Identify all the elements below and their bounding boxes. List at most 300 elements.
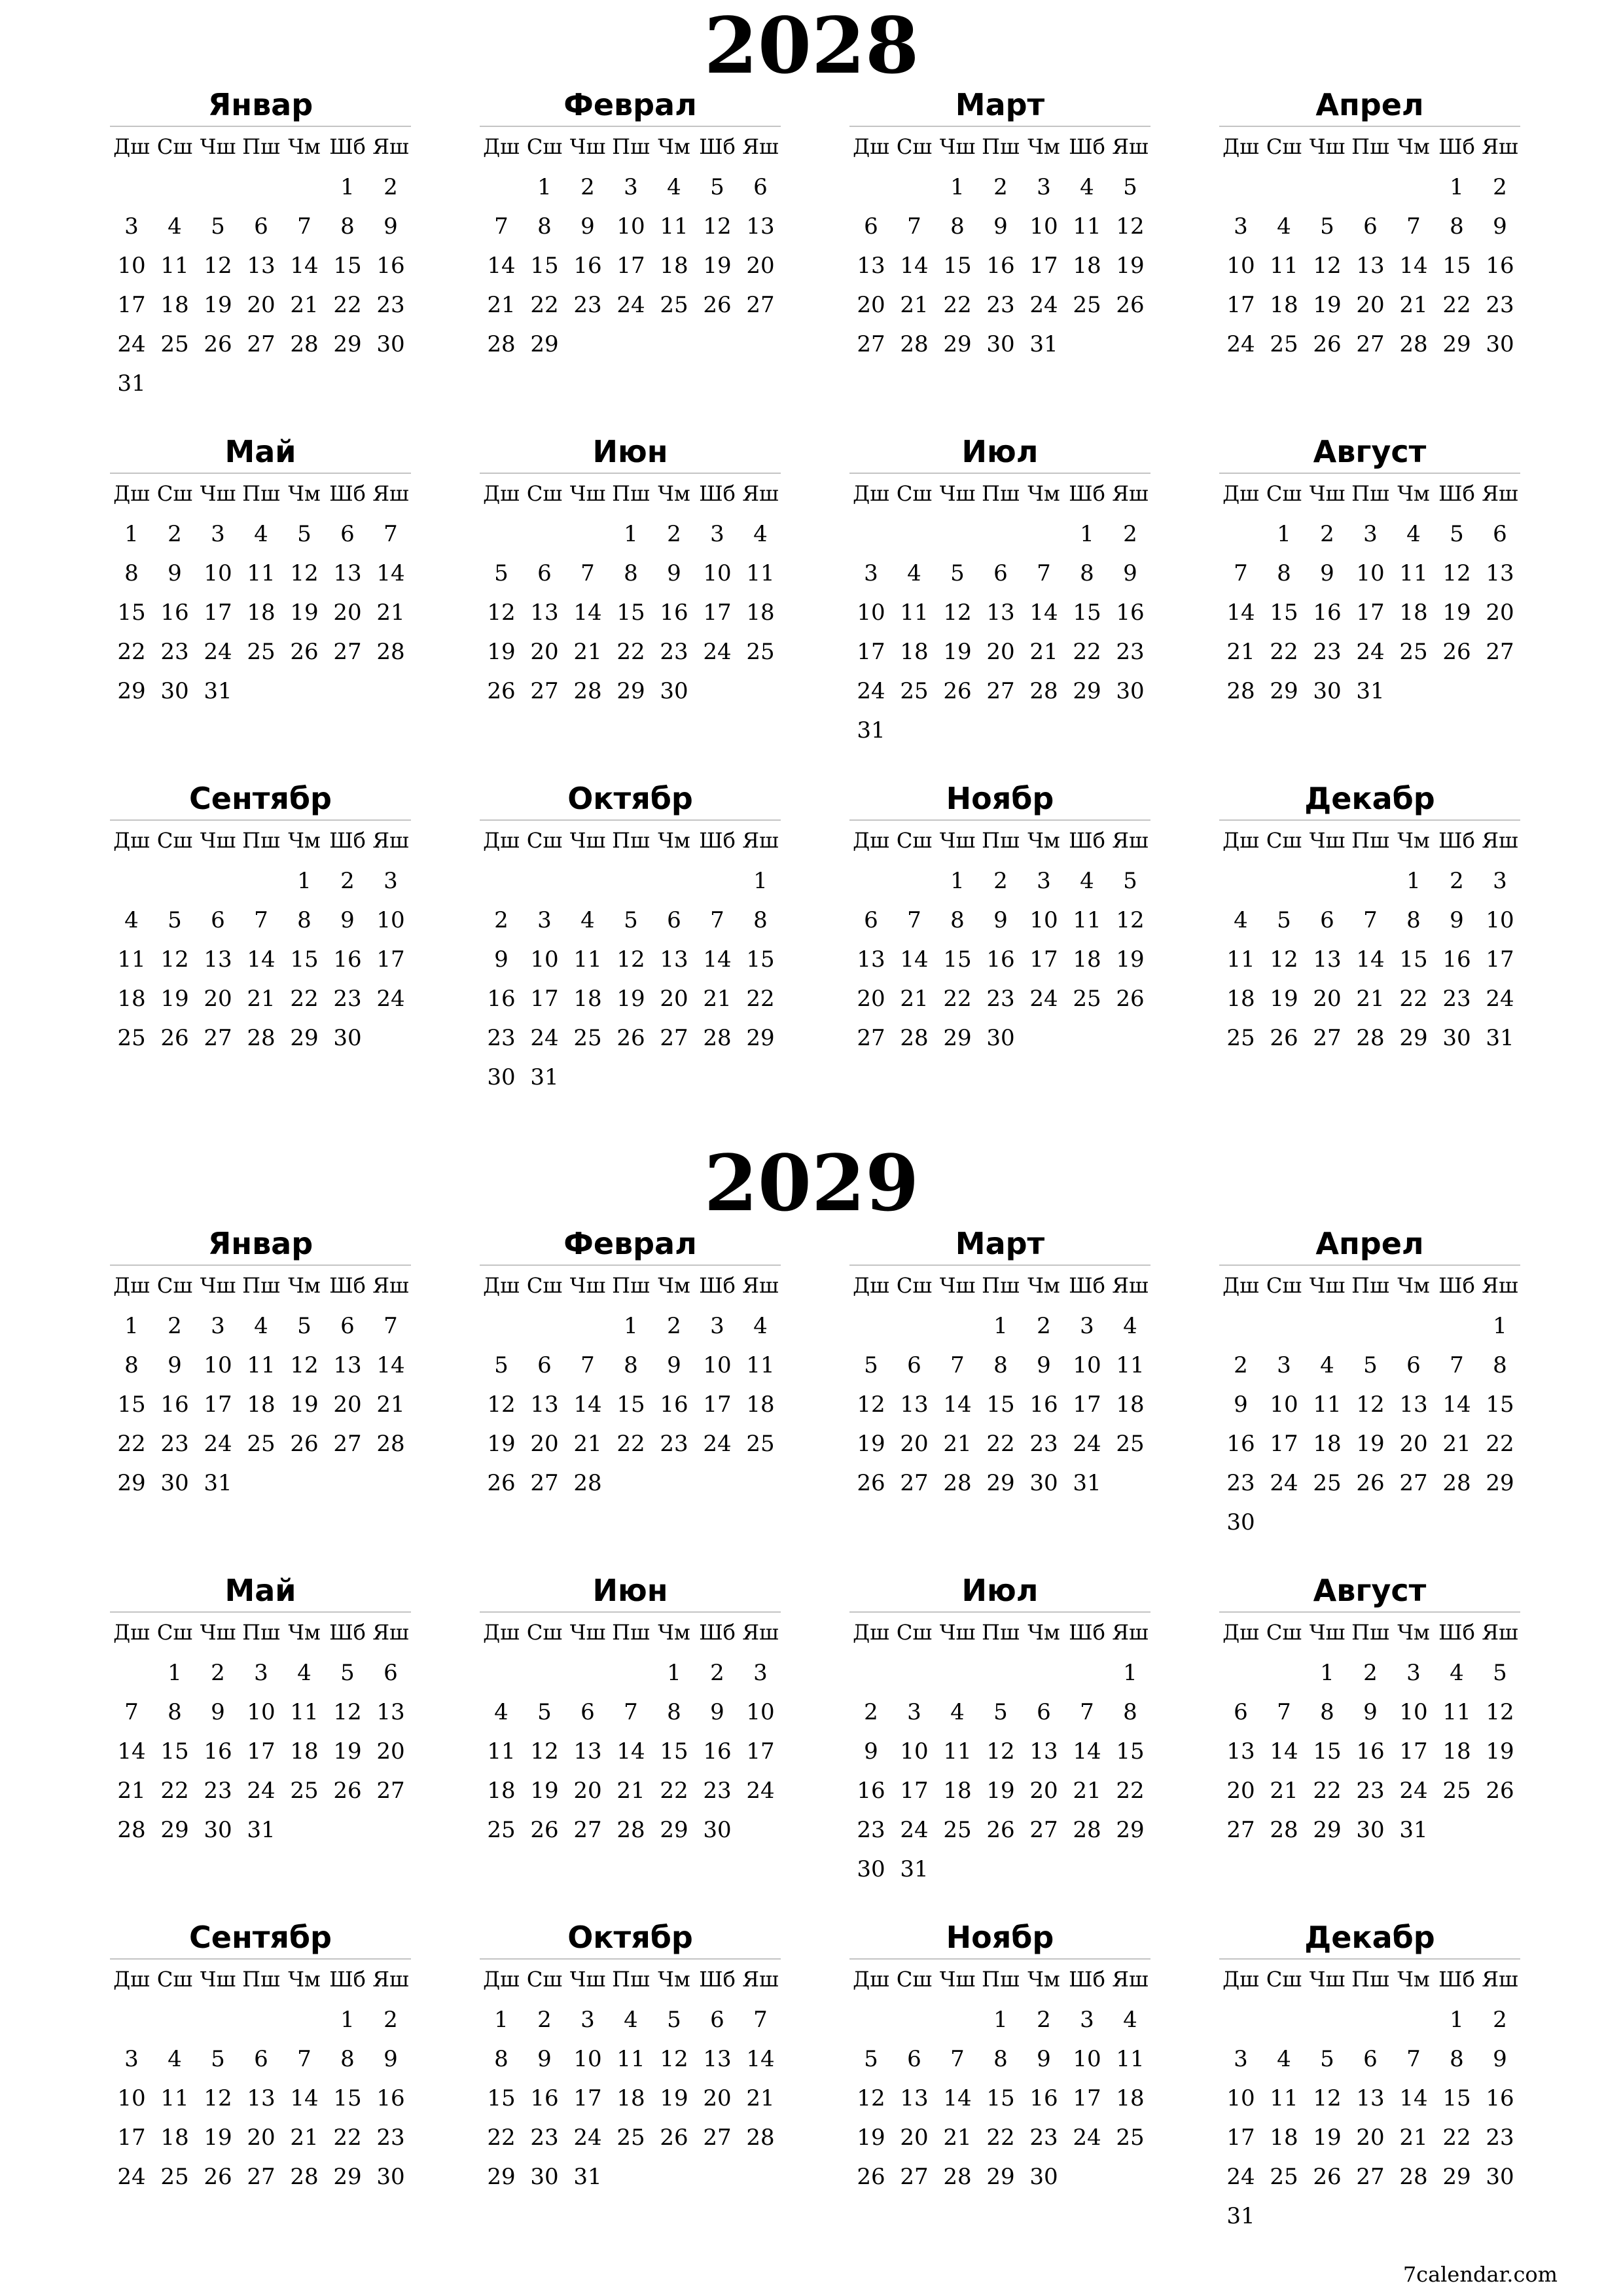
month-calendar: [849, 1571, 1150, 1892]
day-cell: 3: [1037, 174, 1051, 200]
month-name: Сентябр: [189, 1920, 332, 1955]
day-cell: 21: [703, 986, 732, 1012]
day-cell: 17: [530, 986, 559, 1012]
day-cell: 31: [1073, 1470, 1101, 1496]
day-cell: 5: [1123, 174, 1137, 200]
weekday-label: Чш: [200, 134, 236, 159]
day-cell: 5: [1320, 213, 1334, 240]
day-cell: 15: [333, 2085, 362, 2111]
weekday-label: Сш: [896, 828, 933, 853]
weekday-label: Чм: [288, 1620, 321, 1645]
day-cell: 22: [943, 292, 972, 318]
day-cell: 4: [1320, 1352, 1334, 1378]
month-calendar: [849, 1224, 1150, 1545]
day-cell: 17: [117, 292, 146, 318]
day-cell: 27: [660, 1025, 688, 1051]
day-cell: 5: [1450, 521, 1464, 547]
day-cell: 2: [1320, 521, 1334, 547]
day-cell: 18: [247, 600, 276, 626]
day-cell: 4: [624, 2007, 638, 2033]
day-cell: 14: [616, 1738, 645, 1765]
day-cell: 3: [1493, 868, 1507, 894]
day-cell: 16: [660, 600, 688, 626]
day-cell: 30: [703, 1817, 732, 1843]
weekday-label: Чм: [1027, 481, 1060, 506]
day-cell: 18: [247, 1391, 276, 1418]
day-cell: 18: [117, 986, 146, 1012]
day-cell: 7: [907, 213, 921, 240]
day-cell: 19: [1116, 253, 1145, 279]
day-cell: 3: [383, 868, 398, 894]
weekday-label: Сш: [896, 1620, 933, 1645]
day-cell: 2: [864, 1699, 878, 1725]
day-cell: 16: [333, 946, 362, 973]
weekday-label: Дш: [853, 828, 889, 853]
day-cell: 2: [168, 521, 182, 547]
weekday-label: Чш: [1309, 481, 1346, 506]
day-cell: 16: [487, 986, 516, 1012]
day-cell: 15: [1073, 600, 1101, 626]
day-cell: 16: [1226, 1431, 1255, 1457]
day-cell: 26: [1442, 639, 1471, 665]
day-cell: 21: [900, 292, 929, 318]
day-cell: 12: [530, 1738, 559, 1765]
day-cell: 12: [487, 600, 516, 626]
day-cell: 5: [211, 213, 225, 240]
day-cell: 7: [383, 1313, 398, 1339]
day-cell: 4: [168, 213, 182, 240]
weekday-label: Пш: [982, 481, 1020, 506]
day-cell: 27: [573, 1817, 602, 1843]
day-cell: 22: [1486, 1431, 1514, 1457]
day-cell: 15: [986, 2085, 1015, 2111]
day-cell: 17: [1226, 2125, 1255, 2151]
day-cell: 3: [710, 521, 724, 547]
weekday-label: Чм: [658, 134, 690, 159]
day-cell: 18: [487, 1778, 516, 1804]
day-cell: 7: [1406, 213, 1421, 240]
month-calendar: [1219, 1571, 1520, 1892]
weekday-label: Шб: [699, 828, 736, 853]
day-cell: 24: [117, 331, 146, 357]
day-cell: 5: [211, 2046, 225, 2072]
month-divider: [480, 1958, 781, 1960]
day-cell: 30: [1226, 1509, 1255, 1535]
day-cell: 23: [160, 1431, 189, 1457]
day-cell: 12: [943, 600, 972, 626]
month-divider: [480, 1611, 781, 1613]
day-cell: 2: [1123, 521, 1137, 547]
day-cell: 27: [1399, 1470, 1428, 1496]
day-cell: 26: [1270, 1025, 1298, 1051]
weekday-label: Чш: [1309, 1273, 1346, 1298]
weekday-label: Яш: [372, 1967, 409, 1992]
day-cell: 3: [537, 907, 552, 933]
day-cell: 26: [487, 1470, 516, 1496]
day-cell: 27: [857, 331, 885, 357]
day-cell: 15: [943, 946, 972, 973]
day-cell: 8: [168, 1699, 182, 1725]
day-cell: 14: [117, 1738, 146, 1765]
month-divider: [849, 1265, 1150, 1266]
day-cell: 25: [1270, 2164, 1298, 2190]
weekday-label: Чм: [288, 1273, 321, 1298]
day-cell: 19: [616, 986, 645, 1012]
day-cell: 13: [333, 1352, 362, 1378]
day-cell: 13: [204, 946, 232, 973]
weekday-label: Сш: [526, 1620, 563, 1645]
day-cell: 12: [1356, 1391, 1385, 1418]
weekday-label: Дш: [113, 1620, 150, 1645]
weekday-label: Чм: [658, 1273, 690, 1298]
month-name: Апрел: [1315, 87, 1424, 122]
day-cell: 27: [333, 1431, 362, 1457]
day-cell: 20: [1399, 1431, 1428, 1457]
weekday-label: Чш: [200, 828, 236, 853]
day-cell: 16: [1116, 600, 1145, 626]
weekday-label: Яш: [1112, 1967, 1149, 1992]
day-cell: 3: [753, 1660, 768, 1686]
day-cell: 13: [857, 946, 885, 973]
day-cell: 14: [487, 253, 516, 279]
day-cell: 11: [1313, 1391, 1342, 1418]
day-cell: 24: [1029, 292, 1058, 318]
year-title: 2028: [704, 0, 919, 91]
day-cell: 9: [993, 907, 1008, 933]
month-name: Сентябр: [189, 781, 332, 816]
day-cell: 7: [1450, 1352, 1464, 1378]
day-cell: 8: [124, 1352, 139, 1378]
day-cell: 18: [1270, 292, 1298, 318]
weekday-label: Пш: [612, 1273, 650, 1298]
day-cell: 3: [710, 1313, 724, 1339]
weekday-label: Пш: [242, 1273, 280, 1298]
day-cell: 16: [1486, 2085, 1514, 2111]
day-cell: 22: [1399, 986, 1428, 1012]
weekday-label: Сш: [1266, 1273, 1302, 1298]
day-cell: 5: [950, 560, 965, 586]
day-cell: 9: [383, 2046, 398, 2072]
day-cell: 28: [900, 1025, 929, 1051]
weekday-label: Сш: [1266, 1967, 1302, 1992]
day-cell: 30: [376, 2164, 405, 2190]
day-cell: 6: [537, 560, 552, 586]
day-cell: 23: [703, 1778, 732, 1804]
day-cell: 17: [1029, 253, 1058, 279]
day-cell: 20: [703, 2085, 732, 2111]
day-cell: 27: [1356, 2164, 1385, 2190]
weekday-label: Чш: [200, 1620, 236, 1645]
day-cell: 13: [530, 600, 559, 626]
day-cell: 6: [667, 907, 681, 933]
day-cell: 21: [573, 639, 602, 665]
day-cell: 5: [624, 907, 638, 933]
day-cell: 20: [333, 1391, 362, 1418]
day-cell: 8: [993, 1352, 1008, 1378]
weekday-label: Шб: [1069, 1620, 1105, 1645]
day-cell: 6: [710, 2007, 724, 2033]
day-cell: 8: [1450, 213, 1464, 240]
day-cell: 1: [950, 174, 965, 200]
weekday-label: Чш: [200, 1967, 236, 1992]
day-cell: 27: [1226, 1817, 1255, 1843]
day-cell: 2: [1363, 1660, 1378, 1686]
day-cell: 7: [124, 1699, 139, 1725]
weekday-label: Пш: [1351, 828, 1389, 853]
day-cell: 9: [340, 907, 355, 933]
day-cell: 11: [117, 946, 146, 973]
weekday-label: Чм: [1397, 1967, 1430, 1992]
day-cell: 9: [1450, 907, 1464, 933]
weekday-label: Чм: [288, 828, 321, 853]
day-cell: 19: [857, 2125, 885, 2151]
month-divider: [849, 819, 1150, 821]
month-calendar: [110, 432, 411, 753]
weekday-label: Шб: [329, 828, 366, 853]
day-cell: 11: [290, 1699, 319, 1725]
day-cell: 14: [1399, 253, 1428, 279]
weekday-label: Яш: [742, 1967, 779, 1992]
day-cell: 10: [204, 1352, 232, 1378]
day-cell: 28: [1399, 331, 1428, 357]
day-cell: 11: [660, 213, 688, 240]
day-cell: 21: [290, 292, 319, 318]
day-cell: 11: [1073, 213, 1101, 240]
day-cell: 13: [900, 1391, 929, 1418]
day-cell: 9: [168, 1352, 182, 1378]
day-cell: 6: [211, 907, 225, 933]
weekday-label: Чш: [569, 134, 606, 159]
month-calendar: [1219, 1224, 1520, 1545]
day-cell: 14: [1029, 600, 1058, 626]
day-cell: 11: [1116, 2046, 1145, 2072]
weekday-label: Чм: [658, 1967, 690, 1992]
day-cell: 17: [573, 2085, 602, 2111]
day-cell: 22: [943, 986, 972, 1012]
day-cell: 8: [494, 2046, 508, 2072]
day-cell: 9: [1234, 1391, 1248, 1418]
day-cell: 13: [247, 2085, 276, 2111]
day-cell: 30: [160, 1470, 189, 1496]
day-cell: 8: [753, 907, 768, 933]
weekday-label: Пш: [242, 1620, 280, 1645]
month-calendar: [110, 1918, 411, 2238]
day-cell: 28: [746, 2125, 775, 2151]
day-cell: 30: [204, 1817, 232, 1843]
day-cell: 23: [1442, 986, 1471, 1012]
day-cell: 9: [993, 213, 1008, 240]
day-cell: 5: [993, 1699, 1008, 1725]
day-cell: 11: [746, 560, 775, 586]
weekday-label: Дш: [483, 1967, 520, 1992]
day-cell: 3: [624, 174, 638, 200]
day-cell: 11: [1270, 2085, 1298, 2111]
day-cell: 18: [900, 639, 929, 665]
month-calendar: [1219, 432, 1520, 753]
day-cell: 3: [864, 560, 878, 586]
day-cell: 11: [1073, 907, 1101, 933]
day-cell: 10: [204, 560, 232, 586]
day-cell: 25: [1073, 986, 1101, 1012]
weekday-label: Яш: [1482, 1967, 1518, 1992]
month-divider: [1219, 819, 1520, 821]
day-cell: 8: [1493, 1352, 1507, 1378]
day-cell: 25: [1399, 639, 1428, 665]
day-cell: 7: [753, 2007, 768, 2033]
day-cell: 12: [660, 2046, 688, 2072]
day-cell: 12: [1270, 946, 1298, 973]
day-cell: 21: [1226, 639, 1255, 665]
day-cell: 19: [1313, 292, 1342, 318]
day-cell: 13: [333, 560, 362, 586]
day-cell: 13: [1399, 1391, 1428, 1418]
day-cell: 12: [487, 1391, 516, 1418]
day-cell: 4: [1234, 907, 1248, 933]
day-cell: 20: [204, 986, 232, 1012]
weekday-label: Шб: [699, 481, 736, 506]
day-cell: 24: [746, 1778, 775, 1804]
day-cell: 18: [1313, 1431, 1342, 1457]
day-cell: 4: [1406, 521, 1421, 547]
month-calendar: [1219, 85, 1520, 406]
day-cell: 15: [1116, 1738, 1145, 1765]
day-cell: 12: [616, 946, 645, 973]
weekday-label: Яш: [1112, 134, 1149, 159]
day-cell: 29: [333, 2164, 362, 2190]
day-cell: 7: [1406, 2046, 1421, 2072]
day-cell: 8: [1450, 2046, 1464, 2072]
day-cell: 31: [1356, 678, 1385, 704]
day-cell: 28: [943, 1470, 972, 1496]
day-cell: 18: [1399, 600, 1428, 626]
day-cell: 31: [1029, 331, 1058, 357]
day-cell: 4: [667, 174, 681, 200]
day-cell: 12: [204, 2085, 232, 2111]
weekday-label: Пш: [242, 828, 280, 853]
day-cell: 8: [624, 1352, 638, 1378]
day-cell: 16: [160, 1391, 189, 1418]
weekday-label: Чм: [1397, 1620, 1430, 1645]
day-cell: 4: [753, 521, 768, 547]
day-cell: 28: [1399, 2164, 1428, 2190]
day-cell: 23: [204, 1778, 232, 1804]
day-cell: 19: [943, 639, 972, 665]
day-cell: 30: [487, 1064, 516, 1090]
day-cell: 28: [616, 1817, 645, 1843]
day-cell: 5: [340, 1660, 355, 1686]
day-cell: 19: [1356, 1431, 1385, 1457]
day-cell: 21: [487, 292, 516, 318]
weekday-label: Шб: [1069, 481, 1105, 506]
day-cell: 27: [1486, 639, 1514, 665]
day-cell: 30: [986, 331, 1015, 357]
day-cell: 1: [1320, 1660, 1334, 1686]
weekday-label: Чм: [288, 134, 321, 159]
day-cell: 28: [900, 331, 929, 357]
weekday-label: Пш: [1351, 134, 1389, 159]
month-divider: [110, 1958, 411, 1960]
month-name: Декабр: [1304, 1920, 1435, 1955]
day-cell: 25: [616, 2125, 645, 2151]
day-cell: 2: [383, 174, 398, 200]
day-cell: 2: [1234, 1352, 1248, 1378]
weekday-label: Дш: [113, 1273, 150, 1298]
day-cell: 29: [746, 1025, 775, 1051]
day-cell: 12: [1116, 213, 1145, 240]
day-cell: 27: [1356, 331, 1385, 357]
weekday-label: Яш: [742, 1273, 779, 1298]
day-cell: 7: [297, 2046, 312, 2072]
day-cell: 15: [1486, 1391, 1514, 1418]
day-cell: 31: [1226, 2203, 1255, 2229]
day-cell: 4: [950, 1699, 965, 1725]
day-cell: 16: [1356, 1738, 1385, 1765]
day-cell: 30: [530, 2164, 559, 2190]
day-cell: 27: [986, 678, 1015, 704]
day-cell: 3: [907, 1699, 921, 1725]
day-cell: 3: [211, 1313, 225, 1339]
month-divider: [110, 1611, 411, 1613]
day-cell: 19: [204, 292, 232, 318]
day-cell: 13: [1356, 2085, 1385, 2111]
day-cell: 1: [1493, 1313, 1507, 1339]
day-cell: 14: [703, 946, 732, 973]
day-cell: 20: [857, 292, 885, 318]
day-cell: 8: [1277, 560, 1291, 586]
day-cell: 9: [494, 946, 508, 973]
day-cell: 12: [703, 213, 732, 240]
day-cell: 19: [160, 986, 189, 1012]
day-cell: 2: [1037, 2007, 1051, 2033]
day-cell: 24: [1226, 331, 1255, 357]
weekday-label: Дш: [483, 481, 520, 506]
month-calendar: [480, 1571, 781, 1892]
day-cell: 20: [900, 2125, 929, 2151]
day-cell: 15: [117, 600, 146, 626]
day-cell: 5: [864, 1352, 878, 1378]
day-cell: 11: [1116, 1352, 1145, 1378]
weekday-label: Чш: [939, 1273, 976, 1298]
day-cell: 24: [1399, 1778, 1428, 1804]
year-title: 2029: [704, 1138, 919, 1229]
weekday-label: Чм: [658, 828, 690, 853]
month-divider: [480, 819, 781, 821]
day-cell: 28: [573, 1470, 602, 1496]
day-cell: 7: [1080, 1699, 1094, 1725]
weekday-label: Чм: [1027, 134, 1060, 159]
day-cell: 17: [1356, 600, 1385, 626]
weekday-label: Дш: [853, 1967, 889, 1992]
day-cell: 22: [616, 639, 645, 665]
day-cell: 16: [857, 1778, 885, 1804]
day-cell: 23: [573, 292, 602, 318]
day-cell: 3: [1234, 2046, 1248, 2072]
day-cell: 29: [160, 1817, 189, 1843]
weekday-label: Пш: [612, 828, 650, 853]
month-calendar: [480, 432, 781, 753]
day-cell: 9: [383, 213, 398, 240]
day-cell: 16: [986, 253, 1015, 279]
day-cell: 22: [616, 1431, 645, 1457]
day-cell: 19: [986, 1778, 1015, 1804]
day-cell: 2: [993, 174, 1008, 200]
day-cell: 5: [1363, 1352, 1378, 1378]
day-cell: 21: [616, 1778, 645, 1804]
day-cell: 14: [1442, 1391, 1471, 1418]
weekday-label: Яш: [372, 828, 409, 853]
day-cell: 21: [247, 986, 276, 1012]
day-cell: 24: [247, 1778, 276, 1804]
